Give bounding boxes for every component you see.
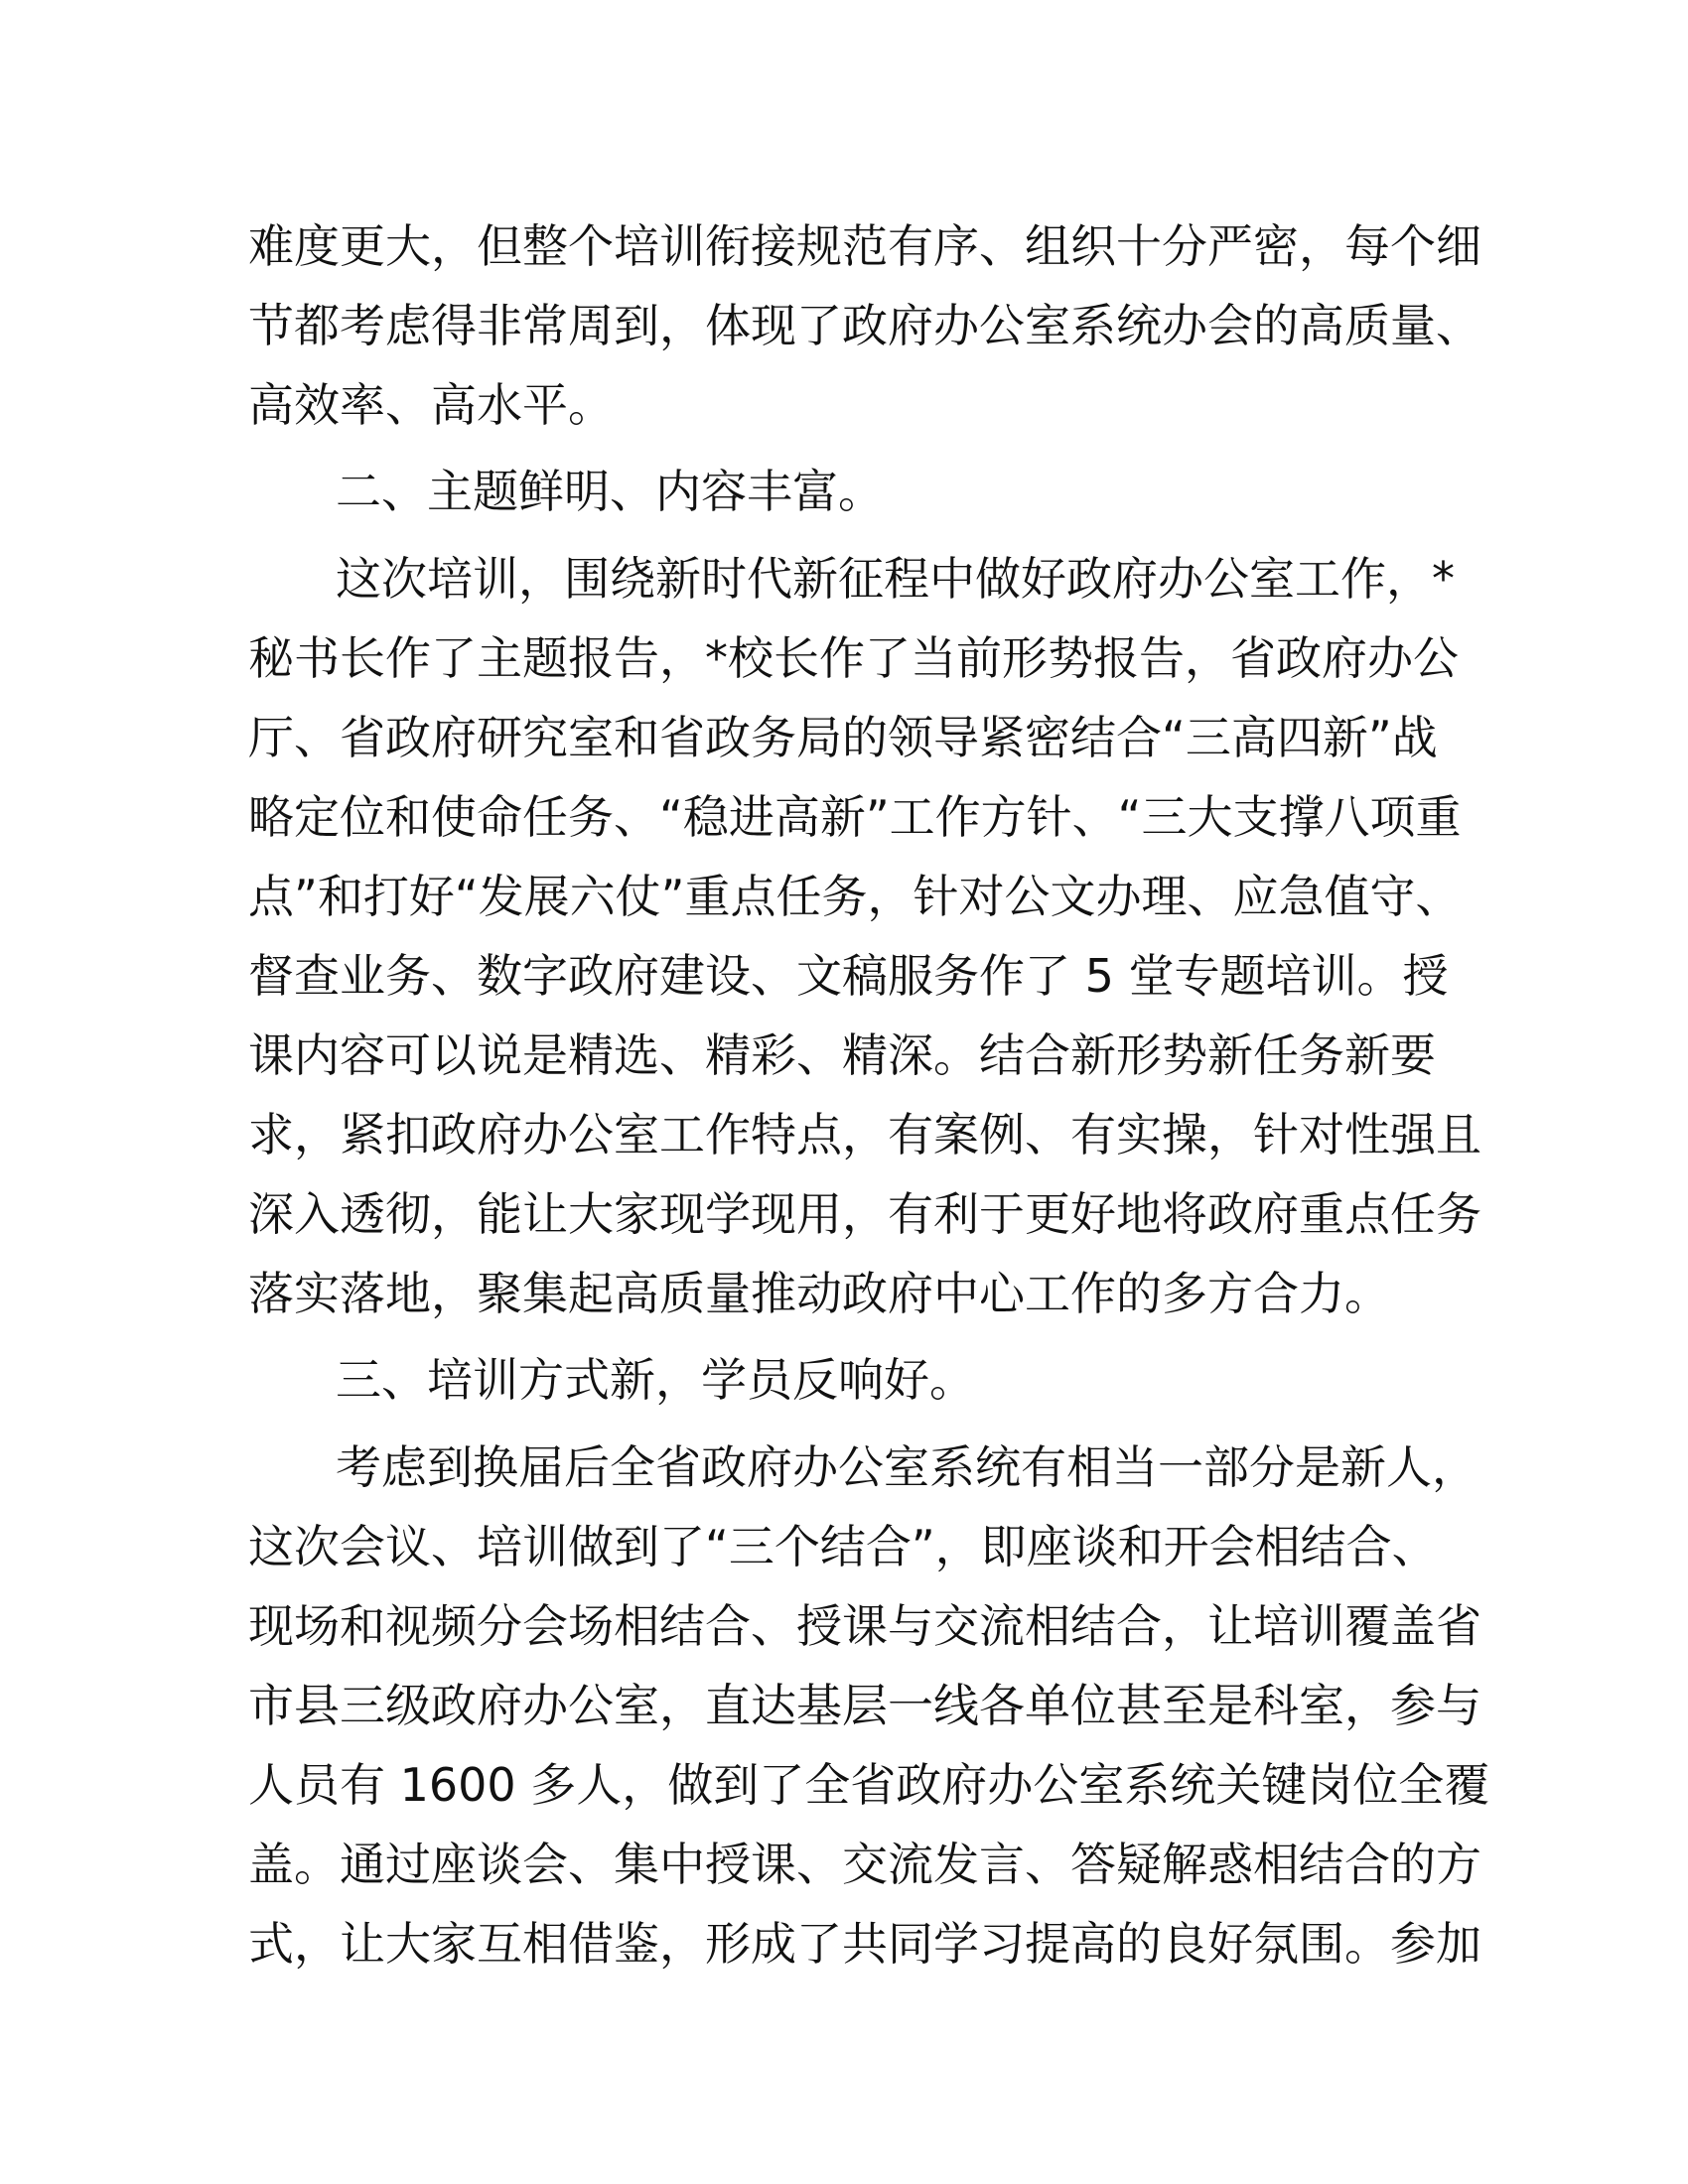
text-line: 秘书长作了主题报告，*校长作了当前形势报告，省政府办公 [248,631,1459,685]
text-line: 考虑到换届后全省政府办公室系统有相当一部分是新人， [336,1440,1477,1494]
section-heading: 二、主题鲜明、内容丰富。 [336,465,884,518]
text-line: 人员有 1600 多人，做到了全省政府办公室系统关键岗位全覆 [248,1758,1490,1812]
text-line: 高效率、高水平。 [248,378,614,432]
text-line: 求，紧扣政府办公室工作特点，有案例、有实操，针对性强且 [248,1108,1481,1161]
text-line: 盖。通过座谈会、集中授课、交流发言、答疑解惑相结合的方 [248,1838,1481,1891]
text-line: 市县三级政府办公室，直达基层一线各单位甚至是科室，参与 [248,1679,1481,1732]
text-line: 深入透彻，能让大家现学现用，有利于更好地将政府重点任务 [248,1187,1481,1241]
text-line: 略定位和使命任务、“稳进高新”工作方针、“三大支撑八项重 [248,790,1462,844]
text-line: 课内容可以说是精选、精彩、精深。结合新形势新任务新要 [248,1028,1436,1082]
text-line: 节都考虑得非常周到，体现了政府办公室系统办会的高质量、 [248,299,1481,352]
text-line: 式，让大家互相借鉴，形成了共同学习提高的良好氛围。参加 [248,1917,1481,1971]
text-line: 点”和打好“发展六仗”重点任务，针对公文办理、应急值守、 [248,870,1462,923]
section-heading: 三、培训方式新，学员反响好。 [336,1353,975,1407]
text-line: 这次会议、培训做到了“三个结合”，即座谈和开会相结合、 [248,1520,1438,1573]
text-line: 落实落地，聚集起高质量推动政府中心工作的多方合力。 [248,1267,1390,1320]
text-line: 这次培训，围绕新时代新征程中做好政府办公室工作，* [336,552,1455,606]
text-line: 督查业务、数字政府建设、文稿服务作了 5 堂专题培训。授 [248,949,1449,1003]
text-line: 厅、省政府研究室和省政务局的领导紧密结合“三高四新”战 [248,711,1438,764]
text-line: 难度更大，但整个培训衔接规范有序、组织十分严密，每个细 [248,219,1481,273]
text-line: 现场和视频分会场相结合、授课与交流相结合，让培训覆盖省 [248,1599,1481,1653]
